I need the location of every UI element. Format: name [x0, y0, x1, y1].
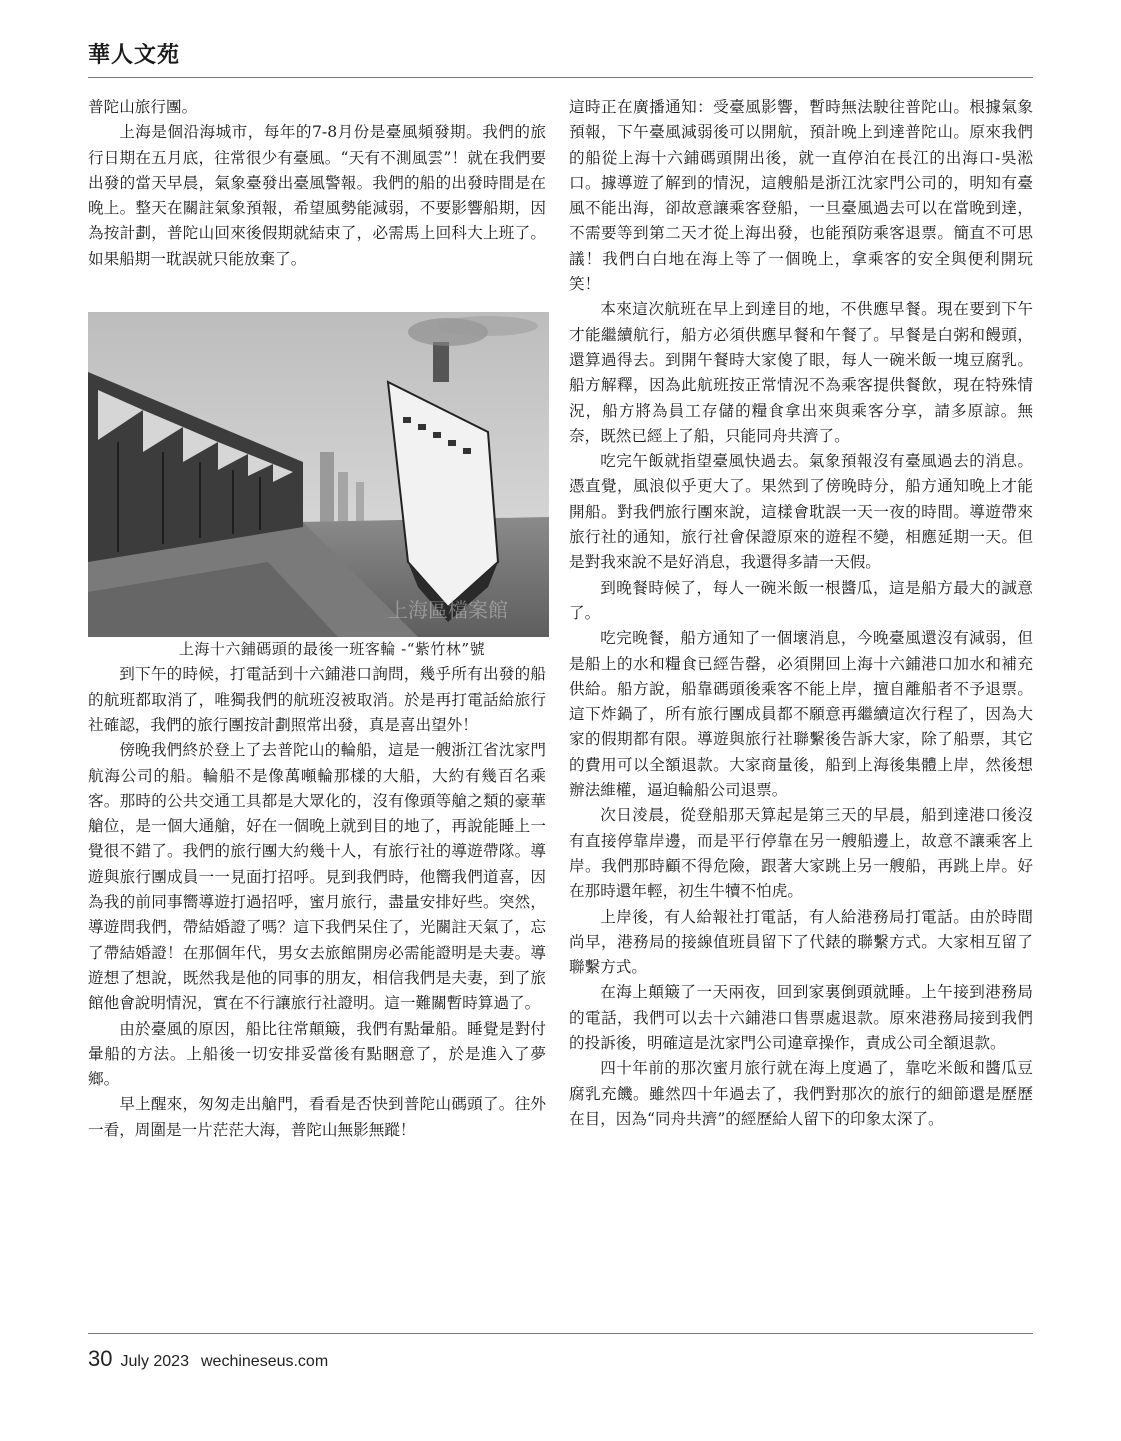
- ferry-photo: [88, 312, 549, 637]
- paragraph: 傍晚我們終於登上了去普陀山的輪船，這是一艘浙江省沈家門航海公司的船。輪船不是像萬噸輪那樣的大船，大約有幾百名乘客。那時的公共交通工具都是大眾化的，沒有像頭等艙之類的豪華艙位，是一個大通艙，好在一個晚上就到目的地了，再說能睡上一覺很不錯了。我們的旅行團大約幾十人，有旅行社的導遊帶隊。導遊與旅行團成員一一見面打招呼。見到我們時，他嚮我們道喜，因為我的前同事嚮導遊打過招呼，蜜月旅行，盡量安排好些。突然，導遊問我們，帶結婚證了嗎？這下我們呆住了，光關註天氣了，忘了帶結婚證！在那個年代，男女去旅館開房必需能證明是夫妻。導遊想了想說，既然我是他的同事的朋友，相信我們是夫妻，到了旅館他會說明情況，實在不行讓旅行社證明。這一難關暫時算過了。: [88, 741, 546, 1013]
- footer-divider: [88, 1333, 1033, 1334]
- paragraph: 由於臺風的原因，船比往常顛簸，我們有點暈船。睡覺是對付暈船的方法。上船後一切安排妥當後有點睏意了，於是進入了夢鄉。: [88, 1019, 546, 1089]
- ferry-at-dock-photo-icon: [88, 312, 549, 637]
- section-title: 華人文苑: [88, 42, 181, 68]
- left-column: [88, 95, 546, 1143]
- issue-date: July 2023: [120, 1353, 189, 1370]
- paragraph: 上海是個沿海城市，每年的7-8月份是臺風頻發期。我們的旅行日期在五月底，往常很少有臺風。“天有不測風雲”！就在我們要出發的當天早晨，氣象臺發出臺風警報。我們的船的出發時間是在晚上。整天在關註氣象預報，希望風勢能減弱，不要影響船期，因為按計劃，普陀山回來後假期就結束了，必需馬上回科大上班了。如果船期一耽誤就只能放棄了。: [88, 123, 546, 268]
- paragraph: 這時正在廣播通知：受臺風影響，暫時無法駛往普陀山。根據氣象預報，下午臺風減弱後可以開航，預計晚上到達普陀山。原來我們的船從上海十六鋪碼頭開出後，就一直停泊在長江的出海口-吳淞口。據導遊了解到的情況，這艘船是浙江沈家門公司的，明知有臺風不能出海，卻故意讓乘客登船，一旦臺風過去可以在當晚到達，不需要等到第二天才從上海出發，也能預防乘客退票。簡直不可思議！我們白白地在海上等了一個晚上，拿乘客的安全與便利開玩笑！: [569, 98, 1033, 294]
- paragraph: 上岸後，有人給報社打電話，有人給港務局打電話。由於時間尚早，港務局的接線值班員留下了代錶的聯繫方式。大家相互留了聯繫方式。: [569, 907, 1033, 977]
- header-divider: [88, 77, 1033, 78]
- website-link[interactable]: wechineseus.com: [200, 1353, 329, 1370]
- paragraph: 吃完午飯就指望臺風快過去。氣象預報沒有臺風過去的消息。憑直覺，風浪似乎更大了。果然到了傍晚時分，船方通知晚上才能開船。對我們旅行團來說，這樣會耽誤一天一夜的時間。導遊帶來旅行社的通知，旅行社會保證原來的遊程不變，相應延期一天。但是對我來說不是好消息，我還得多請一天假。: [569, 452, 1033, 572]
- photo-caption: 上海十六鋪碼頭的最後一班客輪 -“紫竹林”號: [178, 640, 486, 659]
- paragraph: 早上醒來，匆匆走出艙門，看看是否快到普陀山碼頭了。往外一看，周圍是一片茫茫大海，普陀山無影無蹤！: [88, 1095, 546, 1139]
- paragraph: 本來這次航班在早上到達目的地，不供應早餐。現在要到下午才能繼續航行，船方必須供應早餐和午餐了。早餐是白粥和饅頭，還算過得去。到開午餐時大家傻了眼，每人一碗米飯一塊豆腐乳。船方解釋，因為此航班按正常情況不為乘客提供餐飲，現在特殊情況，船方將為員工存儲的糧食拿出來與乘客分享，請多原諒。無奈，既然已經上了船，只能同舟共濟了。: [569, 300, 1033, 445]
- paragraph: 吃完晚餐，船方通知了一個壞消息，今晚臺風還沒有減弱，但是船上的水和糧食已經告罄，必須開回上海十六鋪港口加水和補充供給。船方說，船靠碼頭後乘客不能上岸，擅自離船者不予退票。這下炸鍋了，所有旅行團成員都不願意再繼續這次行程了，因為大家的假期都有限。導遊與旅行社聯繫後告訴大家，除了船票，其它的費用可以全額退款。大家商量後，船到上海後集體上岸，然後想辦法維權，逼迫輪船公司退票。: [569, 629, 1033, 800]
- page-number: 30: [88, 1346, 113, 1371]
- paragraph: 到晚餐時候了，每人一碗米飯一根醬瓜，這是船方最大的誠意了。: [569, 578, 1033, 622]
- right-column: [569, 95, 1033, 1132]
- paragraph: 四十年前的那次蜜月旅行就在海上度過了，靠吃米飯和醬瓜豆腐乳充饑。雖然四十年過去了，我們對那次的旅行的細節還是歷歷在目，因為“同舟共濟”的經歷給人留下的印象太深了。: [569, 1059, 1033, 1128]
- paragraph: 普陀山旅行團。: [88, 98, 198, 116]
- paragraph: 在海上顛簸了一天兩夜，回到家裏倒頭就睡。上午接到港務局的電話，我們可以去十六鋪港口售票處退款。原來港務局接到我們的投訴後，明確這是沈家門公司違章操作，責成公司全額退款。: [569, 983, 1033, 1052]
- page-footer: [88, 1346, 328, 1372]
- paragraph: 次日淩晨，從登船那天算起是第三天的早晨，船到達港口後沒有直接停靠岸邊，而是平行停靠在另一艘船邊上，故意不讓乘客上岸。我們那時顧不得危險，跟著大家跳上另一艘船，再跳上岸。好在那時還年輕，初生牛犢不怕虎。: [569, 806, 1033, 901]
- paragraph: 到下午的時候，打電話到十六鋪港口詢問，幾乎所有出發的船的航班都取消了，唯獨我們的航班沒被取消。於是再打電話給旅行社確認，我們的旅行團按計劃照常出發，真是喜出望外！: [88, 665, 546, 734]
- svg-text:上海區檔案館: 上海區檔案館: [388, 598, 508, 623]
